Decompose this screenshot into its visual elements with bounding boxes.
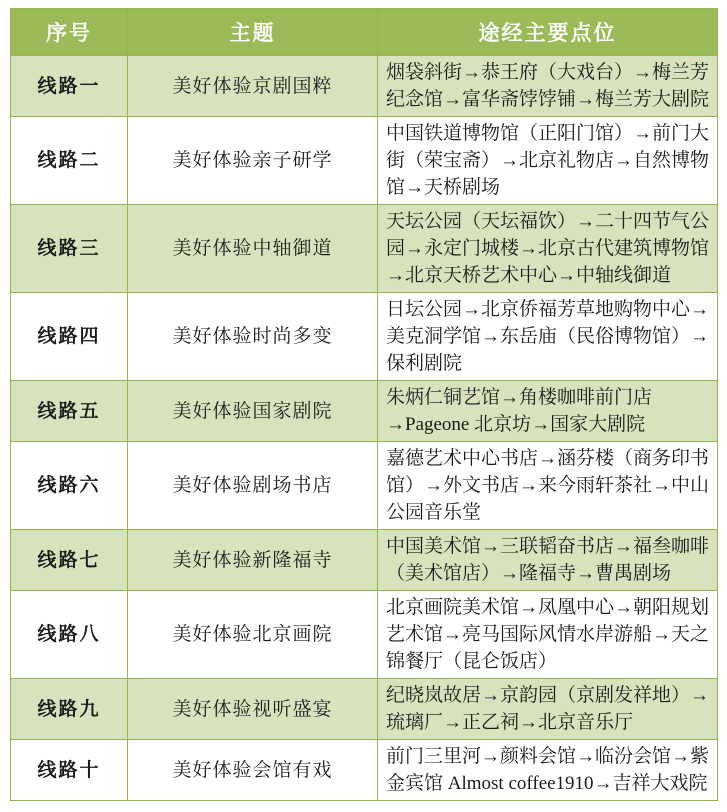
table-row [11,442,718,530]
route-cell: 线路八 [11,591,128,679]
table-row [11,740,718,801]
table-row [11,530,718,591]
route-cell: 线路二 [11,117,128,205]
theme-cell: 美好体验新隆福寺 [128,530,378,591]
route-table-body [11,56,718,801]
theme-cell: 美好体验时尚多变 [128,293,378,381]
route-cell: 线路三 [11,205,128,293]
stops-cell: 前门三里河→颜料会馆→临汾会馆→紫金宾馆 Almost coffee1910→吉祥大戏院 [378,740,718,801]
theme-cell: 美好体验国家剧院 [128,381,378,442]
route-cell: 线路九 [11,679,128,740]
route-cell: 线路七 [11,530,128,591]
theme-cell: 美好体验北京画院 [128,591,378,679]
table-row [11,381,718,442]
route-cell: 线路一 [11,56,128,117]
table-row [11,679,718,740]
theme-cell: 美好体验剧场书店 [128,442,378,530]
route-table [10,8,718,801]
table-row [11,205,718,293]
stops-cell: 中国美术馆→三联韬奋书店→福叁咖啡（美术馆店）→隆福寺→曹禺剧场 [378,530,718,591]
stops-cell: 中国铁道博物馆（正阳门馆）→前门大街（荣宝斋）→北京礼物店→自然博物馆→天桥剧场 [378,117,718,205]
stops-cell: 烟袋斜街→恭王府（大戏台）→梅兰芳纪念馆→富华斋饽饽铺→梅兰芳大剧院 [378,56,718,117]
header-row [11,9,718,56]
header-cell-stops: 途经主要点位 [378,9,718,56]
route-table-header [11,9,718,56]
theme-cell: 美好体验视听盛宴 [128,679,378,740]
stops-cell: 北京画院美术馆→凤凰中心→朝阳规划艺术馆→亮马国际风情水岸游船→天之锦餐厅（昆仑饭店） [378,591,718,679]
stops-cell: 纪晓岚故居→京韵园（京剧发祥地）→琉璃厂→正乙祠→北京音乐厅 [378,679,718,740]
route-cell: 线路五 [11,381,128,442]
theme-cell: 美好体验亲子研学 [128,117,378,205]
stops-cell: 嘉德艺术中心书店→涵芬楼（商务印书馆）→外文书店→来今雨轩茶社→中山公园音乐堂 [378,442,718,530]
stops-cell: 朱炳仁铜艺馆→角楼咖啡前门店→Pageone 北京坊→国家大剧院 [378,381,718,442]
table-row [11,591,718,679]
table-row [11,293,718,381]
stops-cell: 日坛公园→北京侨福芳草地购物中心→美克洞学馆→东岳庙（民俗博物馆）→保利剧院 [378,293,718,381]
route-cell: 线路十 [11,740,128,801]
theme-cell: 美好体验京剧国粹 [128,56,378,117]
theme-cell: 美好体验会馆有戏 [128,740,378,801]
header-cell-route: 序号 [11,9,128,56]
theme-cell: 美好体验中轴御道 [128,205,378,293]
route-cell: 线路六 [11,442,128,530]
route-cell: 线路四 [11,293,128,381]
header-cell-theme: 主题 [128,9,378,56]
table-row [11,56,718,117]
table-row [11,117,718,205]
stops-cell: 天坛公园（天坛福饮）→二十四节气公园→永定门城楼→北京古代建筑博物馆→北京天桥艺术中心→中轴线御道 [378,205,718,293]
